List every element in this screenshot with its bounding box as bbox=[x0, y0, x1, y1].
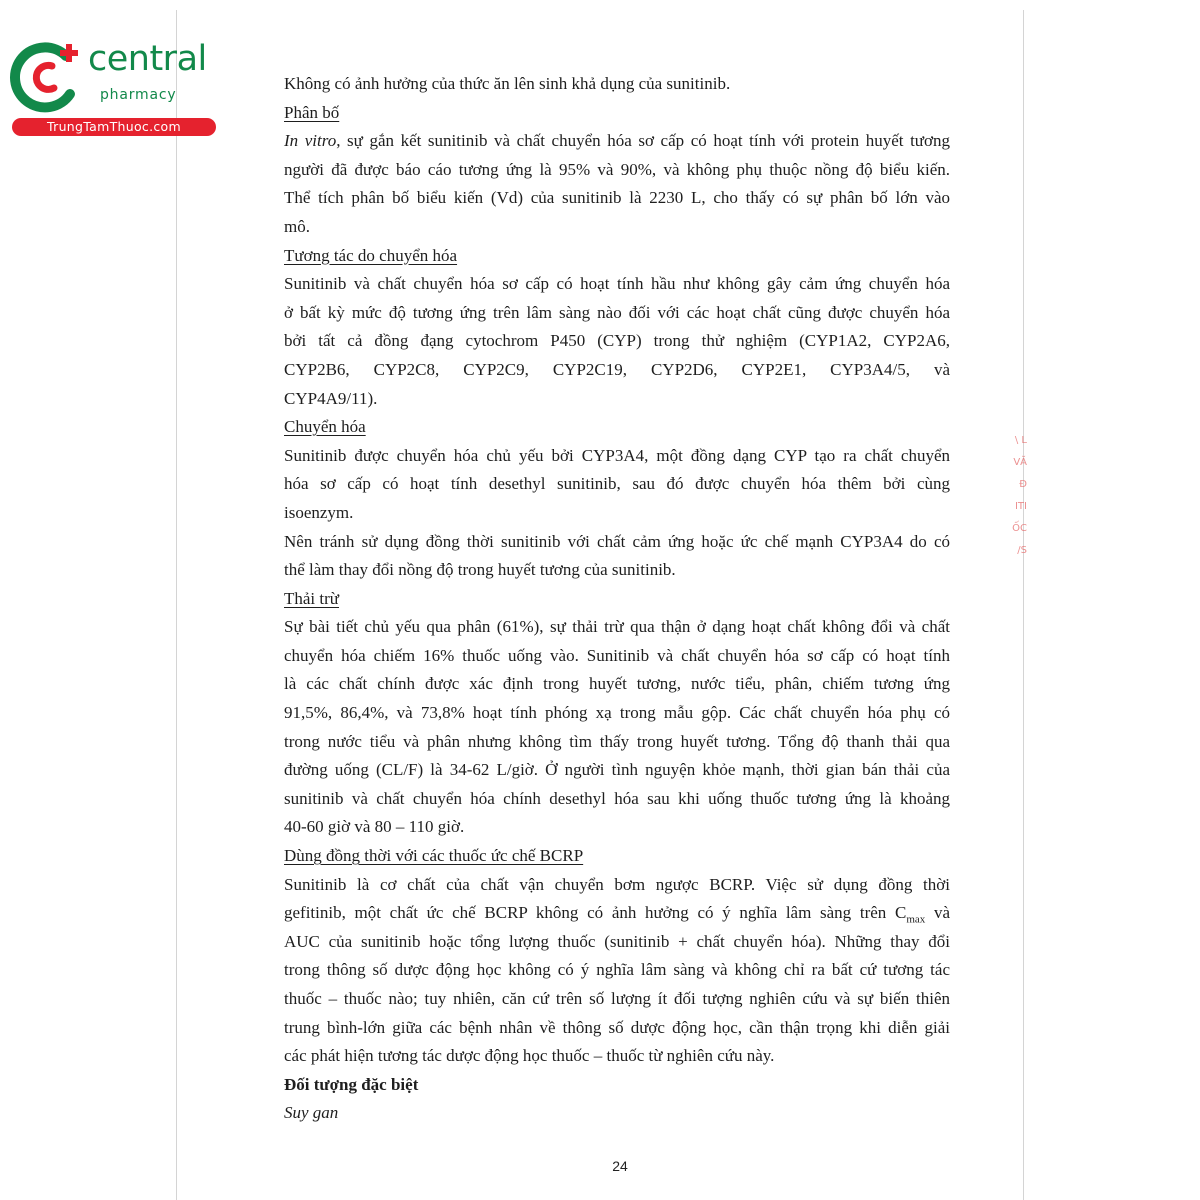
paragraph-line: Sự bài tiết chủ yếu qua phân (61%), sự thải trừ qua thận ở dạng hoạt chất không đổi và chất bbox=[284, 617, 950, 637]
paragraph-line: hóa sơ cấp có hoạt tính desethyl sunitinib, sau đó được chuyển hóa thêm bởi cùng bbox=[284, 474, 950, 494]
stamp-fragment: ITI bbox=[1014, 501, 1027, 512]
paragraph-line: ở bất kỳ mức độ tương ứng trên lâm sàng nào đối với các hoạt chất cũng được chuyển hóa bbox=[284, 302, 950, 322]
paragraph-line: Sunitinib được chuyển hóa chủ yếu bởi CYP3A4, một đồng dạng CYP tạo ra chất chuyển bbox=[284, 445, 950, 465]
document-body bbox=[284, 70, 950, 1128]
section-heading-doi-tuong: Đối tượng đặc biệt bbox=[284, 1074, 419, 1094]
paragraph-line bbox=[284, 899, 950, 928]
brand-url: TrungTamThuoc.com bbox=[12, 118, 216, 136]
stamp-fragment: Đ bbox=[1019, 479, 1027, 490]
paragraph-line-text: và bbox=[925, 903, 950, 923]
paragraph-line: bởi tất cả đồng đạng cytochrom P450 (CYP) trong thử nghiệm (CYP1A2, CYP2A6, bbox=[284, 331, 950, 351]
page-number: 24 bbox=[612, 1158, 628, 1174]
paragraph-line: Không có ảnh hưởng của thức ăn lên sinh khả dụng của sunitinib. bbox=[284, 74, 731, 93]
paragraph-line: thuốc – thuốc nào; tuy nhiên, căn cứ trên số lượng ít đối tượng nghiên cứu và sự biến thiên bbox=[284, 989, 950, 1008]
paragraph-line: mô. bbox=[284, 216, 310, 236]
paragraph-line: isoenzym. bbox=[284, 502, 354, 522]
section-heading-tuong-tac: Tương tác do chuyển hóa bbox=[284, 245, 458, 265]
paragraph-line: chuyển hóa chiếm 16% thuốc uống vào. Sunitinib và chất chuyển hóa sơ cấp có hoạt tính bbox=[284, 645, 950, 665]
stamp-fragment: ỐC bbox=[1012, 523, 1027, 534]
stamp-fragment: /S bbox=[1017, 545, 1027, 556]
stamp-fragment: VĂ bbox=[1013, 457, 1027, 468]
central-pharmacy-logo bbox=[8, 38, 213, 138]
paragraph-line: Sunitinib và chất chuyển hóa sơ cấp có hoạt tính hầu như không gây cảm ứng chuyển hóa bbox=[284, 274, 950, 294]
paragraph-line: 40-60 giờ và 80 – 110 giờ. bbox=[284, 817, 465, 837]
paragraph-line: Sunitinib là cơ chất của chất vận chuyển bơm ngược BCRP. Việc sử dụng đồng thời bbox=[284, 874, 950, 894]
paragraph-line: AUC của sunitinib hoặc tổng lượng thuốc (sunitinib + chất chuyển hóa). Những thay đổi bbox=[284, 931, 950, 951]
paragraph-line: các phát hiện tương tác dược động học thuốc – thuốc từ nghiên cứu này. bbox=[284, 1046, 775, 1066]
pharmacy-logo-icon bbox=[8, 38, 88, 116]
section-heading-thai-tru: Thải trừ bbox=[284, 588, 340, 608]
paragraph-line: sunitinib và chất chuyển hóa chính desethyl hóa sau khi uống thuốc tương ứng là khoảng bbox=[284, 788, 950, 808]
section-heading-chuyen-hoa: Chuyển hóa bbox=[284, 417, 366, 437]
paragraph-line: Thể tích phân bố biểu kiến (Vd) của sunitinib là 2230 L, cho thấy có sự phân bố lớn vào bbox=[284, 188, 950, 208]
paragraph-line: 91,5%, 86,4%, và 73,8% hoạt tính phóng xạ trong mẫu gộp. Các chất chuyển hóa phụ có bbox=[284, 703, 950, 723]
cmax-subscript: max bbox=[906, 913, 926, 926]
red-stamp-edge bbox=[1003, 430, 1033, 590]
section-heading-phan-bo: Phân bố bbox=[284, 102, 340, 122]
paragraph-line: người đã được báo cáo tương ứng là 95% và 90%, và không phụ thuộc nồng độ biểu kiến. bbox=[284, 159, 950, 179]
paragraph-line-text: gefitinib, một chất ức chế BCRP không có ảnh hưởng có ý nghĩa lâm sàng trên C bbox=[284, 903, 907, 923]
paragraph-line: trong nước tiểu và phân nhưng không tìm thấy trong huyết tương. Tổng độ thanh thải qua bbox=[284, 731, 950, 751]
section-heading-bcrp: Dùng đồng thời với các thuốc ức chế BCRP bbox=[284, 846, 584, 866]
paragraph-line: CYP4A9/11). bbox=[284, 388, 378, 408]
paragraph-line: trung bình-lớn giữa các bệnh nhân về thông số dược động học, cần thận trọng khi diễn giải bbox=[284, 1017, 950, 1037]
paragraph-line-text: , sự gắn kết sunitinib và chất chuyển hóa sơ cấp có hoạt tính với protein huyết tương bbox=[336, 131, 950, 151]
stamp-fragment: \ L bbox=[1014, 435, 1027, 446]
paragraph-line: thể làm thay đổi nồng độ trong huyết tương của sunitinib. bbox=[284, 560, 676, 580]
in-vitro-text: In vitro bbox=[284, 131, 337, 151]
paragraph-line: đường uống (CL/F) là 34-62 L/giờ. Ở người tình nguyện khỏe mạnh, thời gian bán thải của bbox=[284, 760, 950, 780]
paragraph-line bbox=[284, 127, 950, 156]
paragraph-line: trong thông số dược động học không có ý nghĩa lâm sàng và không chỉ ra bất cứ tương tác bbox=[284, 960, 950, 980]
paragraph-line: Nên tránh sử dụng đồng thời sunitinib với chất cảm ứng hoặc ức chế mạnh CYP3A4 do có bbox=[284, 531, 950, 551]
brand-subtitle: pharmacy bbox=[100, 87, 177, 103]
brand-name: central bbox=[88, 39, 207, 79]
subsection-heading-suy-gan: Suy gan bbox=[284, 1103, 339, 1123]
paragraph-line: CYP2B6, CYP2C8, CYP2C9, CYP2C19, CYP2D6, CYP2E1, CYP3A4/5, và bbox=[284, 359, 950, 379]
paragraph-line: là các chất chính được xác định trong huyết tương, nước tiểu, phân, chiếm tương ứng bbox=[284, 674, 950, 694]
